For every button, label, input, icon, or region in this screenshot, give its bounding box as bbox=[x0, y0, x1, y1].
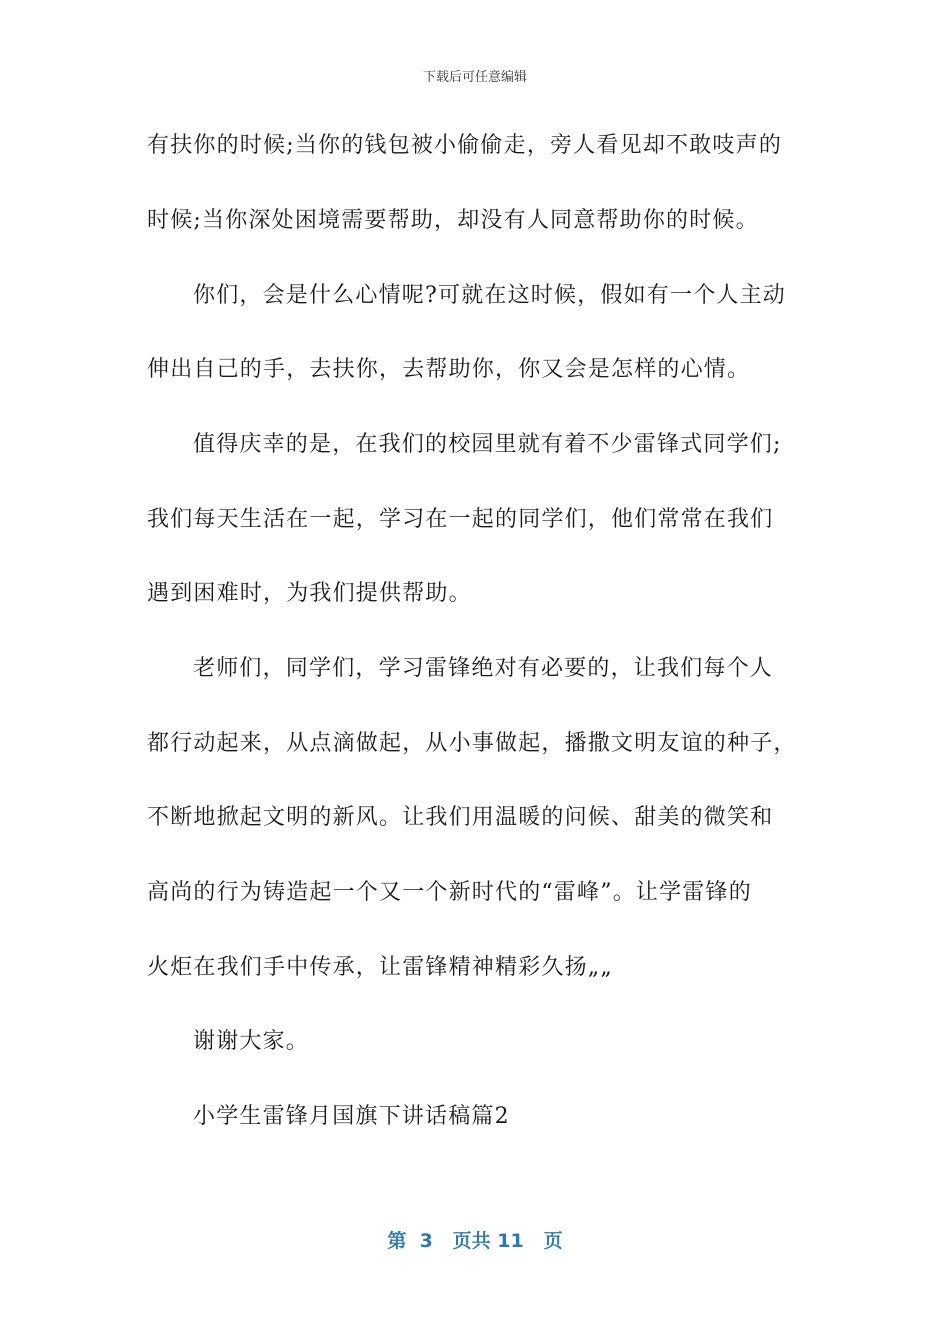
paragraph-start-line: 你们，会是什么心情呢?可就在这时候，假如有一个人主动 bbox=[193, 283, 786, 308]
section-heading: 小学生雷锋月国旗下讲话稿篇2 bbox=[193, 1104, 510, 1129]
text-line: 高尚的行为铸造起一个又一个新时代的“雷峰”。让学雷锋的 bbox=[147, 880, 752, 905]
page-header: 下载后可任意编辑 bbox=[422, 70, 527, 85]
page-number-footer: 第 3 页共 11 页 bbox=[387, 1230, 563, 1252]
text-line: 火炬在我们手中传承，让雷锋精神精彩久扬„„ bbox=[147, 955, 613, 980]
closing-line: 谢谢大家。 bbox=[193, 1029, 310, 1054]
text-line: 都行动起来，从点滴做起，从小事做起，播撒文明友谊的种子， bbox=[147, 731, 797, 756]
paragraph-start-line: 老师们，同学们，学习雷锋绝对有必要的，让我们每个人 bbox=[193, 656, 774, 681]
text-line: 有扶你的时候;当你的钱包被小偷偷走，旁人看见却不敢吱声的 bbox=[147, 133, 783, 158]
text-line: 我们每天生活在一起，学习在一起的同学们，他们常常在我们 bbox=[147, 507, 774, 532]
paragraph-start-line: 值得庆幸的是，在我们的校园里就有着不少雷锋式同学们; bbox=[193, 432, 782, 457]
text-line: 不断地掀起文明的新风。让我们用温暖的问候、甜美的微笑和 bbox=[147, 805, 774, 830]
text-line: 伸出自己的手，去扶你，去帮助你，你又会是怎样的心情。 bbox=[147, 357, 751, 382]
text-line: 遇到困难时，为我们提供帮助。 bbox=[147, 581, 472, 606]
text-line: 时候;当你深处困境需要帮助，却没有人同意帮助你的时候。 bbox=[147, 208, 759, 233]
